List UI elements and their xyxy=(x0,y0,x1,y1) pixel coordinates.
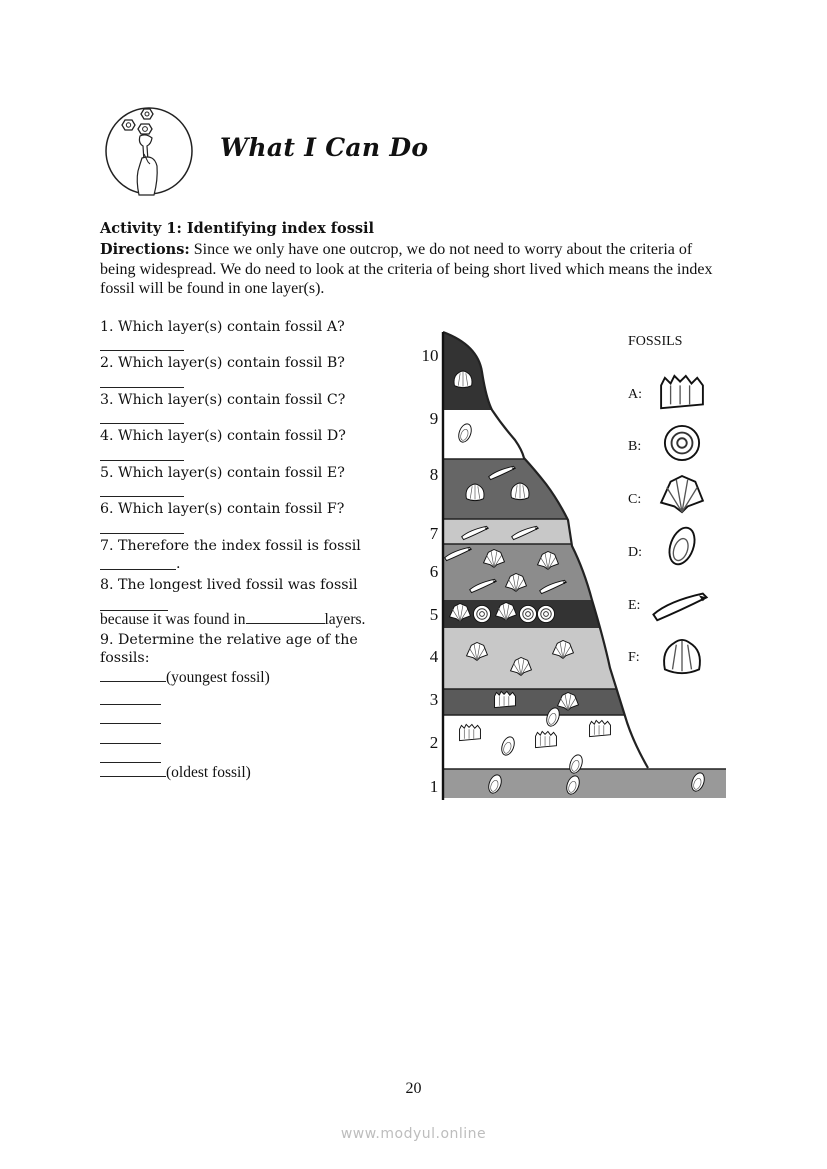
question-4: 4. Which layer(s) contain fossil D? xyxy=(100,428,346,444)
question-5: 5. Which layer(s) contain fossil E? xyxy=(100,465,345,481)
question-9: 9. Determine the relative age of the xyxy=(100,632,358,648)
fossil-b-ammonite-icon xyxy=(665,426,699,460)
answer-blank-7[interactable] xyxy=(100,569,176,570)
question-8-line2-suffix: layers. xyxy=(324,611,366,628)
question-9-line2: fossils: xyxy=(100,650,150,666)
legend-label-a: A: xyxy=(628,387,642,402)
legend-title: FOSSILS xyxy=(628,334,683,349)
layer-6 xyxy=(443,544,740,600)
question-2: 2. Which layer(s) contain fossil B? xyxy=(100,355,345,371)
outcrop-svg xyxy=(410,325,740,805)
hand-with-wrench-and-nuts-icon xyxy=(104,106,194,196)
question-8: 8. The longest lived fossil was fossil xyxy=(100,577,358,593)
legend-label-c: C: xyxy=(628,492,642,507)
layer-number-6: 6 xyxy=(429,562,439,581)
directions-label: Directions: xyxy=(100,241,190,258)
layer-number-10: 10 xyxy=(421,346,439,365)
legend-label-d: D: xyxy=(628,545,642,560)
fossil-a-coral-fragment-icon xyxy=(661,376,703,408)
layer-3 xyxy=(443,689,740,715)
layer-number-2: 2 xyxy=(429,733,439,752)
fossil-e-elongated-shell-icon xyxy=(653,594,706,621)
age-blank-2[interactable] xyxy=(100,704,161,705)
oldest-row xyxy=(100,764,251,782)
activity-title: Activity 1: Identifying index fossil xyxy=(100,220,375,237)
fossil-b-in-layer-5 xyxy=(519,605,536,622)
fossil-b-in-layer-5 xyxy=(473,605,490,622)
legend-label-f: F: xyxy=(628,650,640,665)
question-8-line2 xyxy=(100,611,365,629)
legend-label-b: B: xyxy=(628,439,642,454)
answer-blank-6[interactable] xyxy=(100,533,184,534)
question-8-line2-prefix: because it was found in xyxy=(100,611,246,628)
layer-number-3: 3 xyxy=(429,690,439,709)
age-blank-6[interactable] xyxy=(100,775,166,777)
directions-text xyxy=(100,240,720,299)
fossil-a-in-layer-2 xyxy=(460,724,481,740)
fossil-a-in-layer-2 xyxy=(590,720,611,736)
answer-blank-3[interactable] xyxy=(100,423,184,424)
answer-blank-1[interactable] xyxy=(100,350,184,351)
layer-number-9: 9 xyxy=(429,409,439,428)
fossil-c-fan-shell-icon xyxy=(661,476,703,512)
layer-number-4: 4 xyxy=(429,647,439,666)
question-7: 7. Therefore the index fossil is fossil xyxy=(100,538,361,554)
layer-number-5: 5 xyxy=(429,605,439,624)
age-blank-1[interactable] xyxy=(100,680,166,682)
layer-number-1: 1 xyxy=(429,777,439,796)
age-blank-3[interactable] xyxy=(100,723,161,724)
layer-number-7: 7 xyxy=(429,524,439,543)
question-7-period: . xyxy=(176,556,181,572)
page-number: 20 xyxy=(405,1080,422,1097)
age-blank-5[interactable] xyxy=(100,762,161,763)
youngest-label: (youngest fossil) xyxy=(166,669,270,686)
youngest-row xyxy=(100,669,270,687)
fossil-a-in-layer-2 xyxy=(536,731,557,747)
answer-blank-4[interactable] xyxy=(100,460,184,461)
legend-icons xyxy=(653,376,706,673)
question-1: 1. Which layer(s) contain fossil A? xyxy=(100,319,345,335)
watermark: www.modyul.online xyxy=(340,1126,487,1142)
legend-label-e: E: xyxy=(628,598,641,613)
answer-blank-8-layers[interactable] xyxy=(246,622,325,624)
section-title: What I Can Do xyxy=(220,133,429,162)
age-blank-4[interactable] xyxy=(100,743,161,744)
directions-body: Since we only have one outcrop, we do not need to worry about the criteria of being widespread. We do need to look at the criteria of being short lived which means the index fossil will be found in one layer(s). xyxy=(100,241,713,297)
outcrop-figure xyxy=(410,325,740,805)
oldest-label: (oldest fossil) xyxy=(166,764,251,781)
fossil-a-in-layer-3 xyxy=(495,691,516,707)
question-3: 3. Which layer(s) contain fossil C? xyxy=(100,392,346,408)
fossil-d-mussel-icon xyxy=(665,524,699,568)
fossil-b-in-layer-5 xyxy=(537,605,554,622)
answer-blank-5[interactable] xyxy=(100,496,184,497)
answer-blank-2[interactable] xyxy=(100,387,184,388)
fossil-f-cockle-shell-icon xyxy=(664,640,700,673)
question-6: 6. Which layer(s) contain fossil F? xyxy=(100,501,345,517)
layer-number-8: 8 xyxy=(429,465,439,484)
